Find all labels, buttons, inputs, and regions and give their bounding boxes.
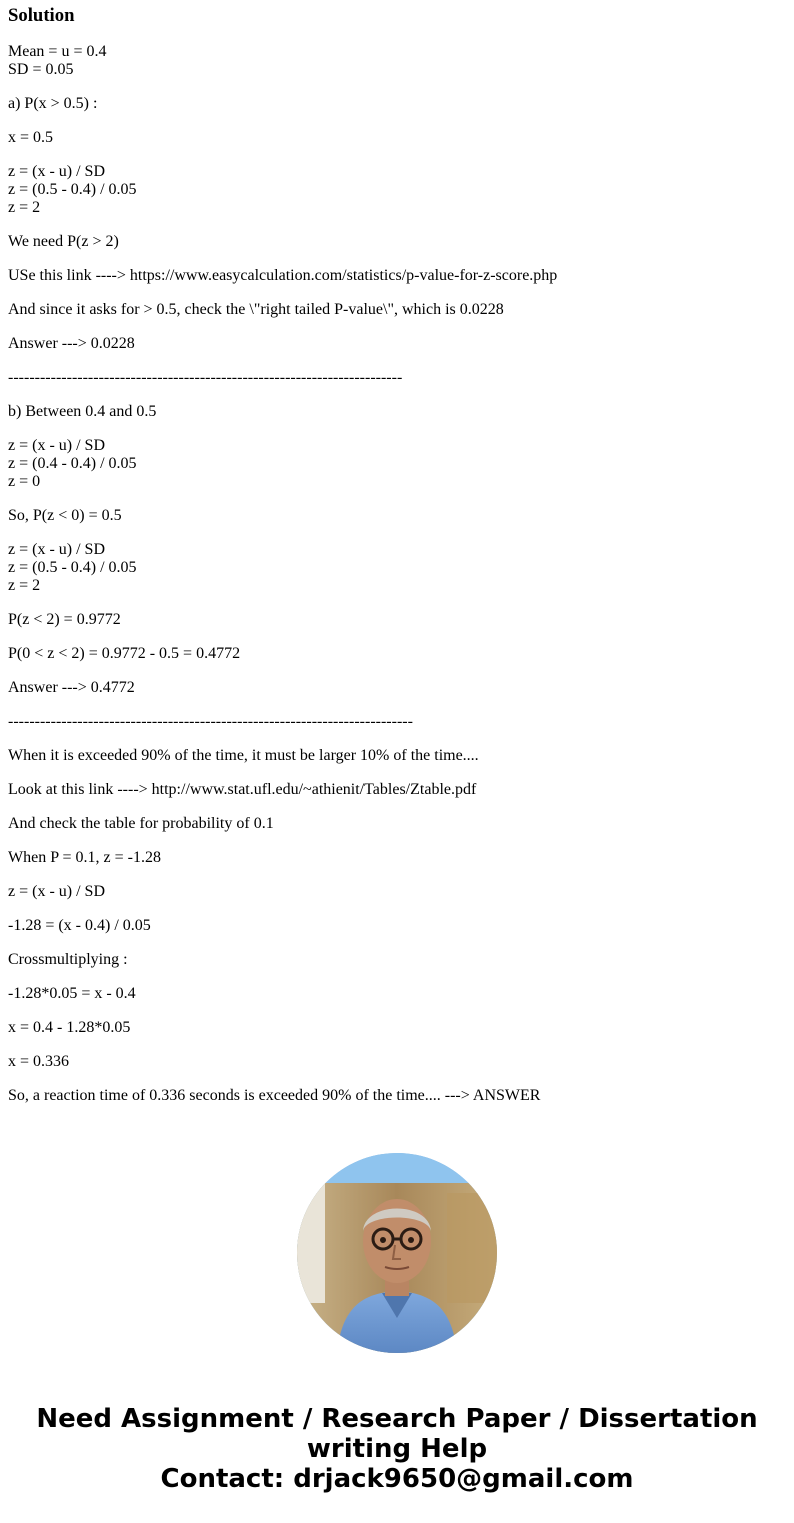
solution-line: z = (x - u) / SD xyxy=(8,437,106,454)
solution-paragraph xyxy=(8,951,786,969)
solution-paragraph xyxy=(8,437,786,491)
solution-paragraph xyxy=(8,507,786,525)
solution-line: When P = 0.1, z = -1.28 xyxy=(8,849,161,866)
solution-line: z = (x - u) / SD xyxy=(8,883,106,900)
solution-paragraph xyxy=(8,1019,786,1037)
footer-line-2: writing Help xyxy=(306,1434,488,1464)
solution-line: P(0 < z < 2) = 0.9772 - 0.5 = 0.4772 xyxy=(8,645,241,662)
solution-paragraph xyxy=(8,645,786,663)
solution-paragraph xyxy=(8,95,786,113)
author-photo xyxy=(297,1153,497,1353)
footer-contact xyxy=(0,1404,794,1494)
author-avatar xyxy=(297,1153,497,1353)
solution-paragraph xyxy=(8,301,786,319)
solution-line: -------------------------------------------------------------------------- xyxy=(8,369,403,386)
solution-paragraph xyxy=(8,611,786,629)
solution-line: So, P(z < 0) = 0.5 xyxy=(8,507,122,524)
solution-line: z = (0.5 - 0.4) / 0.05 xyxy=(8,559,137,576)
solution-paragraph xyxy=(8,541,786,595)
solution-paragraph xyxy=(8,747,786,765)
solution-line: z = (0.4 - 0.4) / 0.05 xyxy=(8,455,137,472)
solution-line: x = 0.336 xyxy=(8,1053,70,1070)
solution-paragraph xyxy=(8,163,786,217)
solution-line: -1.28*0.05 = x - 0.4 xyxy=(8,985,136,1002)
solution-content xyxy=(8,0,786,1105)
solution-paragraph xyxy=(8,679,786,697)
solution-line: ---------------------------------------------------------------------------- xyxy=(8,713,413,730)
solution-paragraph xyxy=(8,129,786,147)
solution-line: -1.28 = (x - 0.4) / 0.05 xyxy=(8,917,151,934)
solution-paragraph xyxy=(8,335,786,353)
solution-line: Answer ---> 0.4772 xyxy=(8,679,135,696)
solution-paragraph xyxy=(8,883,786,901)
solution-line: Answer ---> 0.0228 xyxy=(8,335,135,352)
solution-paragraph xyxy=(8,781,786,799)
solution-paragraph xyxy=(8,713,786,731)
person-portrait-icon xyxy=(297,1153,497,1353)
footer-contact-email: Contact: drjack9650@gmail.com xyxy=(160,1464,634,1494)
solution-line: z = (x - u) / SD xyxy=(8,541,106,558)
solution-paragraph xyxy=(8,1053,786,1071)
solution-line: So, a reaction time of 0.336 seconds is exceeded 90% of the time.... ---> ANSWER xyxy=(8,1087,541,1104)
solution-line: z = (x - u) / SD xyxy=(8,163,106,180)
solution-line: z = 0 xyxy=(8,473,41,490)
solution-line: z = 2 xyxy=(8,577,41,594)
solution-paragraph xyxy=(8,369,786,387)
solution-line: P(z < 2) = 0.9772 xyxy=(8,611,121,628)
solution-paragraph xyxy=(8,403,786,421)
solution-line: USe this link ----> https://www.easycalculation.com/statistics/p-value-for-z-score.php xyxy=(8,267,558,284)
solution-body xyxy=(8,43,786,1105)
solution-line: SD = 0.05 xyxy=(8,61,74,78)
solution-line: Look at this link ----> http://www.stat.ufl.edu/~athienit/Tables/Ztable.pdf xyxy=(8,781,477,798)
solution-line: z = 2 xyxy=(8,199,41,216)
solution-line: b) Between 0.4 and 0.5 xyxy=(8,403,157,420)
solution-paragraph xyxy=(8,985,786,1003)
solution-line: z = (0.5 - 0.4) / 0.05 xyxy=(8,181,137,198)
solution-line: x = 0.5 xyxy=(8,129,54,146)
page-title: Solution xyxy=(8,5,75,26)
solution-line: And check the table for probability of 0.1 xyxy=(8,815,274,832)
solution-line: And since it asks for > 0.5, check the \"right tailed P-value\", which is 0.0228 xyxy=(8,301,504,318)
solution-line: We need P(z > 2) xyxy=(8,233,119,250)
solution-paragraph xyxy=(8,849,786,867)
solution-line: When it is exceeded 90% of the time, it must be larger 10% of the time.... xyxy=(8,747,479,764)
solution-paragraph xyxy=(8,917,786,935)
solution-paragraph xyxy=(8,1087,786,1105)
footer-line-1: Need Assignment / Research Paper / Dissertation xyxy=(36,1404,758,1434)
solution-paragraph xyxy=(8,43,786,79)
solution-line: Mean = u = 0.4 xyxy=(8,43,107,60)
solution-paragraph xyxy=(8,233,786,251)
solution-paragraph xyxy=(8,815,786,833)
solution-line: a) P(x > 0.5) : xyxy=(8,95,98,112)
solution-line: x = 0.4 - 1.28*0.05 xyxy=(8,1019,131,1036)
solution-line: Crossmultiplying : xyxy=(8,951,128,968)
solution-paragraph xyxy=(8,267,786,285)
